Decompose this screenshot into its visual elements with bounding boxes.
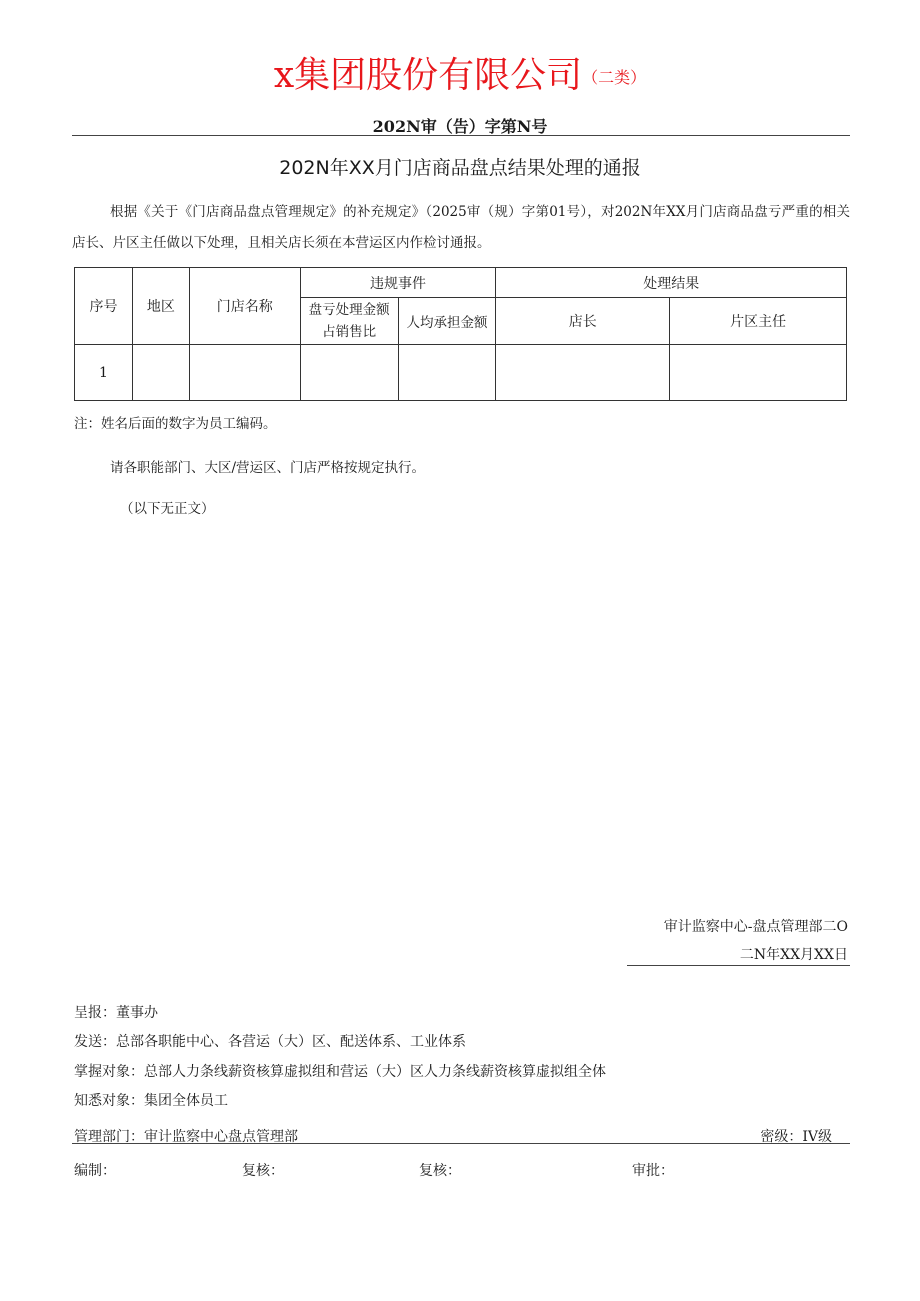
cell-loss-ratio xyxy=(300,345,398,401)
date-divider xyxy=(627,965,850,966)
result-table xyxy=(74,267,847,401)
footnote: 注：姓名后面的数字为员工编码。 xyxy=(74,416,277,432)
header-region: 地区 xyxy=(132,268,189,345)
report-to: 呈报：董事办 xyxy=(74,1005,158,1021)
header-area-director: 片区主任 xyxy=(670,298,847,345)
doc-class: （二类） xyxy=(582,68,647,87)
issuer: 审计监察中心-盘点管理部二O xyxy=(663,919,848,935)
header-store: 门店名称 xyxy=(189,268,300,345)
approval-field: 审批： xyxy=(632,1163,674,1179)
header-manager: 店长 xyxy=(496,298,670,345)
header-loss-ratio: 盘亏处理金额占销售比 xyxy=(300,298,398,345)
header-violation-group: 违规事件 xyxy=(300,268,496,298)
company-name: x集团股份有限公司 xyxy=(273,55,583,96)
cell-per-capita xyxy=(398,345,496,401)
review-field-2: 复核： xyxy=(419,1163,461,1179)
table-row xyxy=(75,345,847,401)
end-marker: （以下无正文） xyxy=(120,501,215,517)
header-result-group: 处理结果 xyxy=(496,268,847,298)
review-field-1: 复核： xyxy=(242,1163,284,1179)
notice-title: 202N年XX月门店商品盘点结果处理的通报 xyxy=(279,157,641,179)
secret-level: 密级：IV级 xyxy=(760,1129,832,1145)
cell-region xyxy=(132,345,189,401)
cell-store xyxy=(189,345,300,401)
cell-area-director xyxy=(670,345,847,401)
instruction: 请各职能部门、大区/营运区、门店严格按规定执行。 xyxy=(110,460,426,476)
management-dept: 管理部门：审计监察中心盘点管理部 xyxy=(74,1129,298,1145)
header-per-capita: 人均承担金额 xyxy=(398,298,496,345)
grasp-audience: 掌握对象：总部人力条线薪资核算虚拟组和营运（大）区人力条线薪资核算虚拟组全体 xyxy=(74,1064,606,1080)
inform-audience: 知悉对象：集团全体员工 xyxy=(74,1093,228,1109)
company-title xyxy=(0,52,920,102)
compiler-field: 编制： xyxy=(74,1163,116,1179)
body-paragraph: 根据《关于《门店商品盘点管理规定》的补充规定》（2025审（规）字第01号），对202N年XX月门店商品盘亏严重的相关店长、片区主任做以下处理，且相关店长须在本营运区内作检讨通报。 xyxy=(72,204,850,251)
header-index: 序号 xyxy=(75,268,133,345)
header-divider xyxy=(72,135,850,136)
issue-date: 二N年XX月XX日 xyxy=(739,947,848,963)
footer-divider xyxy=(72,1143,850,1144)
cell-index: 1 xyxy=(75,345,133,401)
cell-manager xyxy=(496,345,670,401)
send-to: 发送：总部各职能中心、各营运（大）区、配送体系、工业体系 xyxy=(74,1034,466,1050)
document-number: 202N审（告）字第N号 xyxy=(372,117,548,136)
